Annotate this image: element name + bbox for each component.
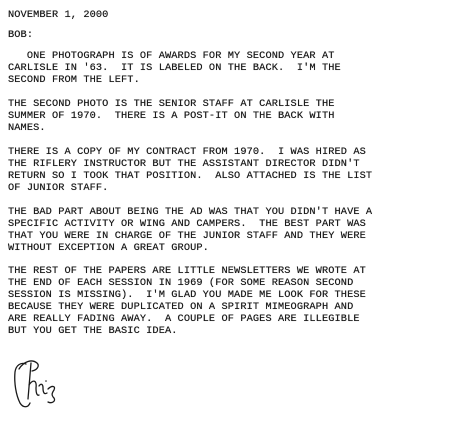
paragraph-5-line-5: ARE REALLY FADING AWAY. A COUPLE OF PAGES ARE ILLEGIBLE bbox=[8, 313, 360, 325]
paragraph-5-line-3: SESSION IS MISSING). I'M GLAD YOU MADE ME LOOK FOR THESE bbox=[8, 289, 366, 301]
paragraph-2-line-1: THE SECOND PHOTO IS THE SENIOR STAFF AT CARLISLE THE bbox=[8, 98, 335, 110]
paragraph-3-line-3: RETURN SO I TOOK THAT POSITION. ALSO ATTACHED IS THE LIST bbox=[8, 170, 373, 182]
paragraph-1-line-2: CARLISLE IN '63. IT IS LABELED ON THE BACK. I'M THE bbox=[8, 62, 341, 74]
paragraph-1-line-3: SECOND FROM THE LEFT. bbox=[8, 74, 140, 86]
paragraph-1-line-1: ONE PHOTOGRAPH IS OF AWARDS FOR MY SECOND YEAR AT bbox=[8, 50, 335, 62]
paragraph-5-line-6: BUT YOU GET THE BASIC IDEA. bbox=[8, 325, 178, 337]
paragraph-2-line-3: NAMES. bbox=[8, 122, 46, 134]
paragraph-4-line-3: THAT YOU WERE IN CHARGE OF THE JUNIOR STAFF AND THEY WERE bbox=[8, 230, 366, 242]
letter-date: NOVEMBER 1, 2000 bbox=[8, 9, 109, 21]
paragraph-3-line-1: THERE IS A COPY OF MY CONTRACT FROM 1970. I WAS HIRED AS bbox=[8, 146, 366, 158]
paragraph-4-line-4: WITHOUT EXCEPTION A GREAT GROUP. bbox=[8, 242, 209, 254]
letter-salutation: BOB: bbox=[8, 29, 34, 41]
handwritten-signature bbox=[10, 355, 60, 413]
paragraph-3-line-4: OF JUNIOR STAFF. bbox=[8, 182, 109, 194]
paragraph-5-line-2: THE END OF EACH SESSION IN 1969 (FOR SOME REASON SECOND bbox=[8, 277, 354, 289]
paragraph-3-line-2: THE RIFLERY INSTRUCTOR BUT THE ASSISTANT DIRECTOR DIDN'T bbox=[8, 158, 360, 170]
paragraph-4-line-1: THE BAD PART ABOUT BEING THE AD WAS THAT YOU DIDN'T HAVE A bbox=[8, 206, 373, 218]
paragraph-5-line-4: BECAUSE THEY WERE DUPLICATED ON A SPIRIT MIMEOGRAPH AND bbox=[8, 301, 354, 313]
paragraph-2-line-2: SUMMER OF 1970. THERE IS A POST-IT ON THE BACK WITH bbox=[8, 110, 335, 122]
paragraph-4-line-2: SPECIFIC ACTIVITY OR WING AND CAMPERS. THE BEST PART WAS bbox=[8, 218, 366, 230]
paragraph-5-line-1: THE REST OF THE PAPERS ARE LITTLE NEWSLETTERS WE WROTE AT bbox=[8, 265, 366, 277]
